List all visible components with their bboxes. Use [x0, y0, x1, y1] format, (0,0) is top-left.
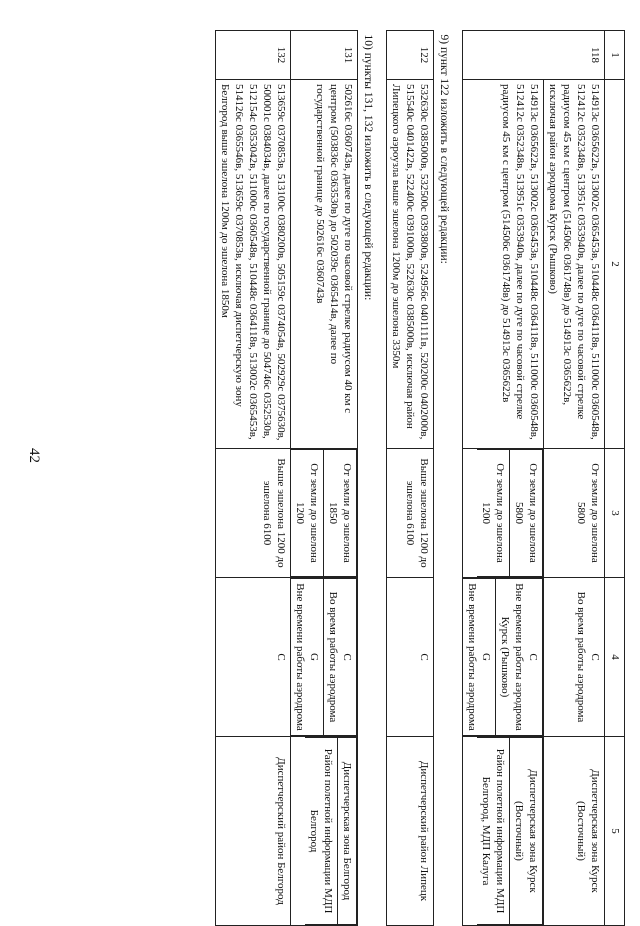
airspace-class: C [216, 578, 291, 737]
operating-condition: Во время работы аэродрома [575, 591, 587, 723]
atc-unit: Диспетчерская зона Курск (Восточный) [544, 737, 605, 926]
atc-unit-group [291, 737, 358, 926]
section-heading-10: 10) пункты 131, 132 изложить в следующей редакции: [362, 34, 374, 301]
atc-unit: Район полетной информации МДП Белгород [305, 738, 338, 925]
vertical-limits: От земли до эшелона 1200 [291, 450, 324, 577]
page-number: 42 [26, 448, 42, 463]
airspace-class: C [387, 578, 434, 737]
airspace-class-group [291, 578, 358, 737]
header-col-2: 2 [605, 80, 625, 449]
row-number: 132 [216, 31, 291, 80]
atc-unit: Диспетчерская зона Белгород [338, 738, 357, 925]
row-number: 122 [387, 31, 434, 80]
header-col-4: 4 [605, 578, 625, 737]
airspace-class-cell [463, 579, 496, 736]
table-row-122 [387, 31, 434, 926]
table-row-131 [291, 31, 358, 926]
rotated-document-table [55, 30, 625, 914]
vertical-limits: Выше эшелона 1200 до эшелона 6100 [216, 449, 291, 578]
header-col-5: 5 [605, 737, 625, 926]
row-number: 131 [291, 31, 358, 80]
operating-condition: Вне времени работы аэродрома Курск (Рышково) [499, 583, 525, 731]
section-heading-9: 9) пункт 122 изложить в следующей редакции: [438, 34, 450, 264]
table-row-132 [216, 31, 291, 926]
airspace-class: C [341, 653, 353, 661]
airspace-class-group [463, 578, 544, 737]
boundary-description: 514913с 0365622в, 513002с 0365453в, 510448с 0364118в, 511000с 0360548в, 512412с 0352348в, 513951с 0353940в, далее по дуге по часовой стрелке радиусом 45 км с центром (514506с 0361748в) до 514913с 0365622в, исключая район аэродрома Курск (Рышково) [544, 80, 605, 449]
table-row-118 [544, 31, 605, 926]
header-col-1: 1 [605, 31, 625, 80]
atc-unit: Диспетчерский район Липецк [387, 737, 434, 926]
operating-condition: Во время работы аэродрома [327, 591, 339, 723]
boundary-description: 532630с 0385000в, 532500с 0393800в, 524956с 0401111в, 520200с 0402000в, 515540с 0401422в, 522400с 0391000в, 522630с 0385000в, исключая район Липецкого аэроузла выше эшелона 1200м до эшелона 3350м [387, 80, 434, 449]
airspace-class: G [480, 653, 492, 661]
airspace-class-cell [324, 579, 357, 736]
airspace-class: C [527, 653, 539, 661]
vertical-limits-group [291, 449, 358, 578]
header-col-3: 3 [605, 449, 625, 578]
atc-unit: Диспетчерская зона Курск (Восточный) [510, 738, 543, 925]
boundary-description: 514913с 0365622в, 513002с 0365453в, 510448с 0364118в, 511000с 0360548в, 512412с 0352348в, 513951с 0353940в, далее по дуге по часовой стрелке радиусом 45 км с центром (514506с 0361748в) до 514913с 0365622в [463, 80, 544, 449]
row-number: 118 [463, 31, 605, 80]
vertical-limits: От земли до эшелона 5800 [510, 450, 543, 577]
vertical-limits: От земли до эшелона 1200 [477, 450, 510, 577]
operating-condition: Вне времени работы аэродрома [466, 583, 478, 731]
atc-unit: Диспетчерский район Белгород [216, 737, 291, 926]
operating-condition: Вне времени работы аэродрома [294, 583, 306, 731]
airspace-class-cell [291, 579, 324, 736]
airspace-class: G [308, 653, 320, 661]
boundary-description: 513659с 0370853в, 513100с 0380200в, 505159с 0374054в, 502929с 0375630в, 500001с 0384034в, далее по государственной границе до 504746с 0352530в, 512154с 0353042в, 511000с 0360548в, 510448с 0364118в, 513002с 0365453в, 514126с 0365546в, 513659с 0370853в, исключая диспетчерскую зону Белгород выше эшелона 1200м до эшелона 1850м [216, 80, 291, 449]
atc-unit: Район полетной информации МДП Белгород, МДП Калуга [477, 738, 510, 925]
table-row-118-b [463, 31, 544, 926]
vertical-limits: От земли до эшелона 5800 [544, 449, 605, 578]
airspace-class-cell [544, 578, 605, 737]
airspace-table [215, 30, 625, 926]
boundary-description: 502616с 0360743в, далее по дуге по часовой стрелке радиусом 40 км с центром (503836с 0363530в) до 502039с 0365414в, далее по государственной границе до 502616с 0360743в [291, 80, 358, 449]
header-row [605, 31, 625, 926]
airspace-class-cell [496, 579, 543, 736]
vertical-limits-group [463, 449, 544, 578]
vertical-limits: От земли до эшелона 1850 [324, 450, 357, 577]
vertical-limits: Выше эшелона 1200 до эшелона 6100 [387, 449, 434, 578]
atc-unit-group [463, 737, 544, 926]
airspace-class: C [589, 653, 601, 661]
